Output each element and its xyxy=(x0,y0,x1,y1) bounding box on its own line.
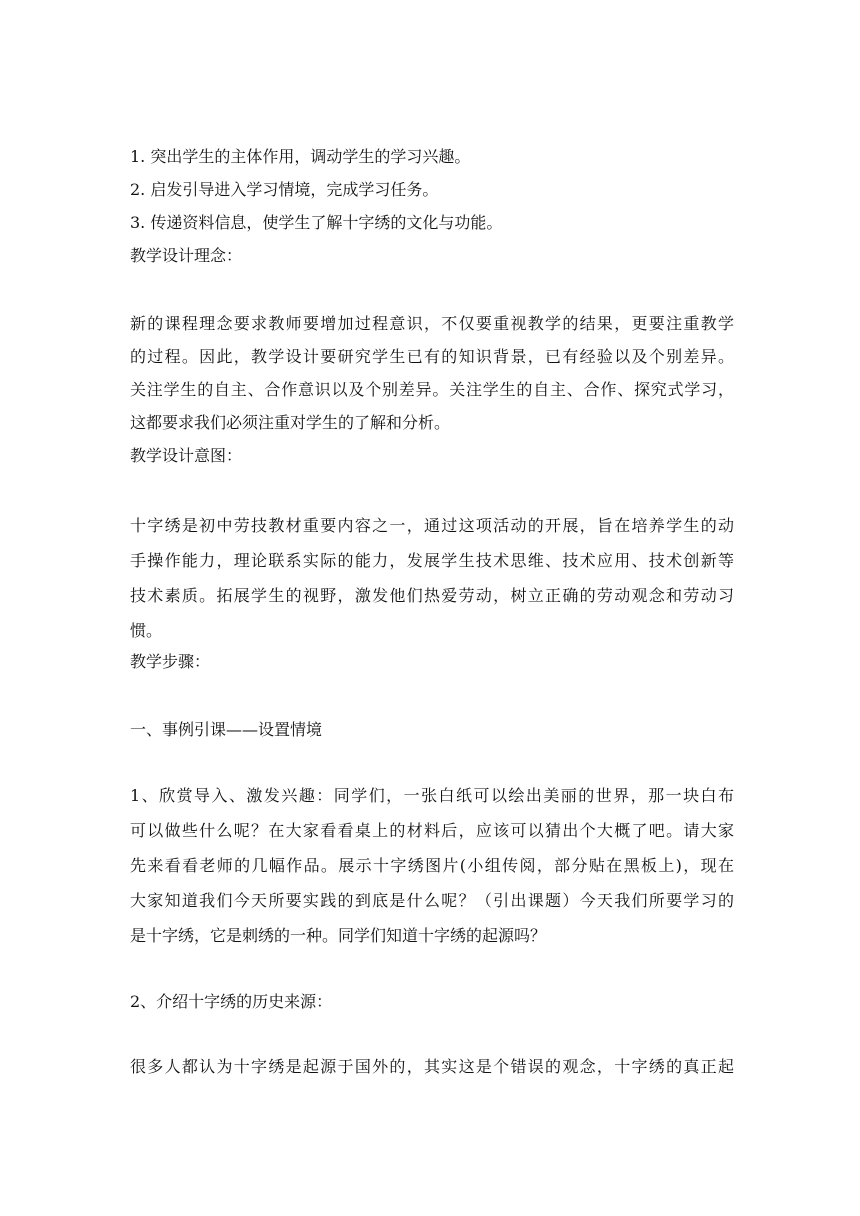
design-concept-line-3: 关注学生的自主、合作意识以及个别差异。关注学生的自主、合作、探究式学习， xyxy=(130,380,734,399)
item-1-line-2: 可以做些什么呢？在大家看看桌上的材料后，应该可以猜出个大概了吧。请大家 xyxy=(130,821,734,840)
section-1-title: 一、事例引课——设置情境 xyxy=(130,720,323,739)
design-concept-line-2: 的过程。因此，教学设计要研究学生已有的知识背景，已有经验以及个别差异。 xyxy=(130,347,734,366)
steps-heading: 教学步骤： xyxy=(130,652,211,671)
item-2-title: 2、介绍十字绣的历史来源： xyxy=(130,992,333,1011)
objective-1: 1. 突出学生的主体作用，调动学生的学习兴趣。 xyxy=(130,147,471,166)
item-2-line-1: 很多人都认为十字绣是起源于国外的，其实这是个错误的观念，十字绣的真正起 xyxy=(130,1057,734,1076)
item-1-line-3: 先来看看老师的几幅作品。展示十字绣图片(小组传阅，部分贴在黑板上)，现在 xyxy=(130,856,734,875)
design-concept-heading: 教学设计理念： xyxy=(130,246,243,265)
objective-2: 2. 启发引导进入学习情境，完成学习任务。 xyxy=(130,180,439,199)
design-intent-line-4: 惯。 xyxy=(130,621,163,640)
item-1-line-1: 1、欣赏导入、激发兴趣：同学们，一张白纸可以绘出美丽的世界，那一块白布 xyxy=(130,786,734,805)
design-concept-line-1: 新的课程理念要求教师要增加过程意识，不仅要重视教学的结果，更要注重教学 xyxy=(130,314,734,333)
design-intent-line-1: 十字绣是初中劳技教材重要内容之一，通过这项活动的开展，旨在培养学生的动 xyxy=(130,516,734,535)
design-intent-line-3: 技术素质。拓展学生的视野，激发他们热爱劳动，树立正确的劳动观念和劳动习 xyxy=(130,586,734,605)
objective-3: 3. 传递资料信息，使学生了解十字绣的文化与功能。 xyxy=(130,213,503,232)
item-1-line-4: 大家知道我们今天所要实践的到底是什么呢？（引出课题）今天我们所要学习的 xyxy=(130,891,734,910)
design-intent-heading: 教学设计意图： xyxy=(130,446,243,465)
design-intent-line-2: 手操作能力，理论联系实际的能力，发展学生技术思维、技术应用、技术创新等 xyxy=(130,551,734,570)
design-concept-line-4: 这都要求我们必须注重对学生的了解和分析。 xyxy=(130,413,451,432)
item-1-line-5: 是十字绣，它是刺绣的一种。同学们知道十字绣的起源吗？ xyxy=(130,926,547,945)
